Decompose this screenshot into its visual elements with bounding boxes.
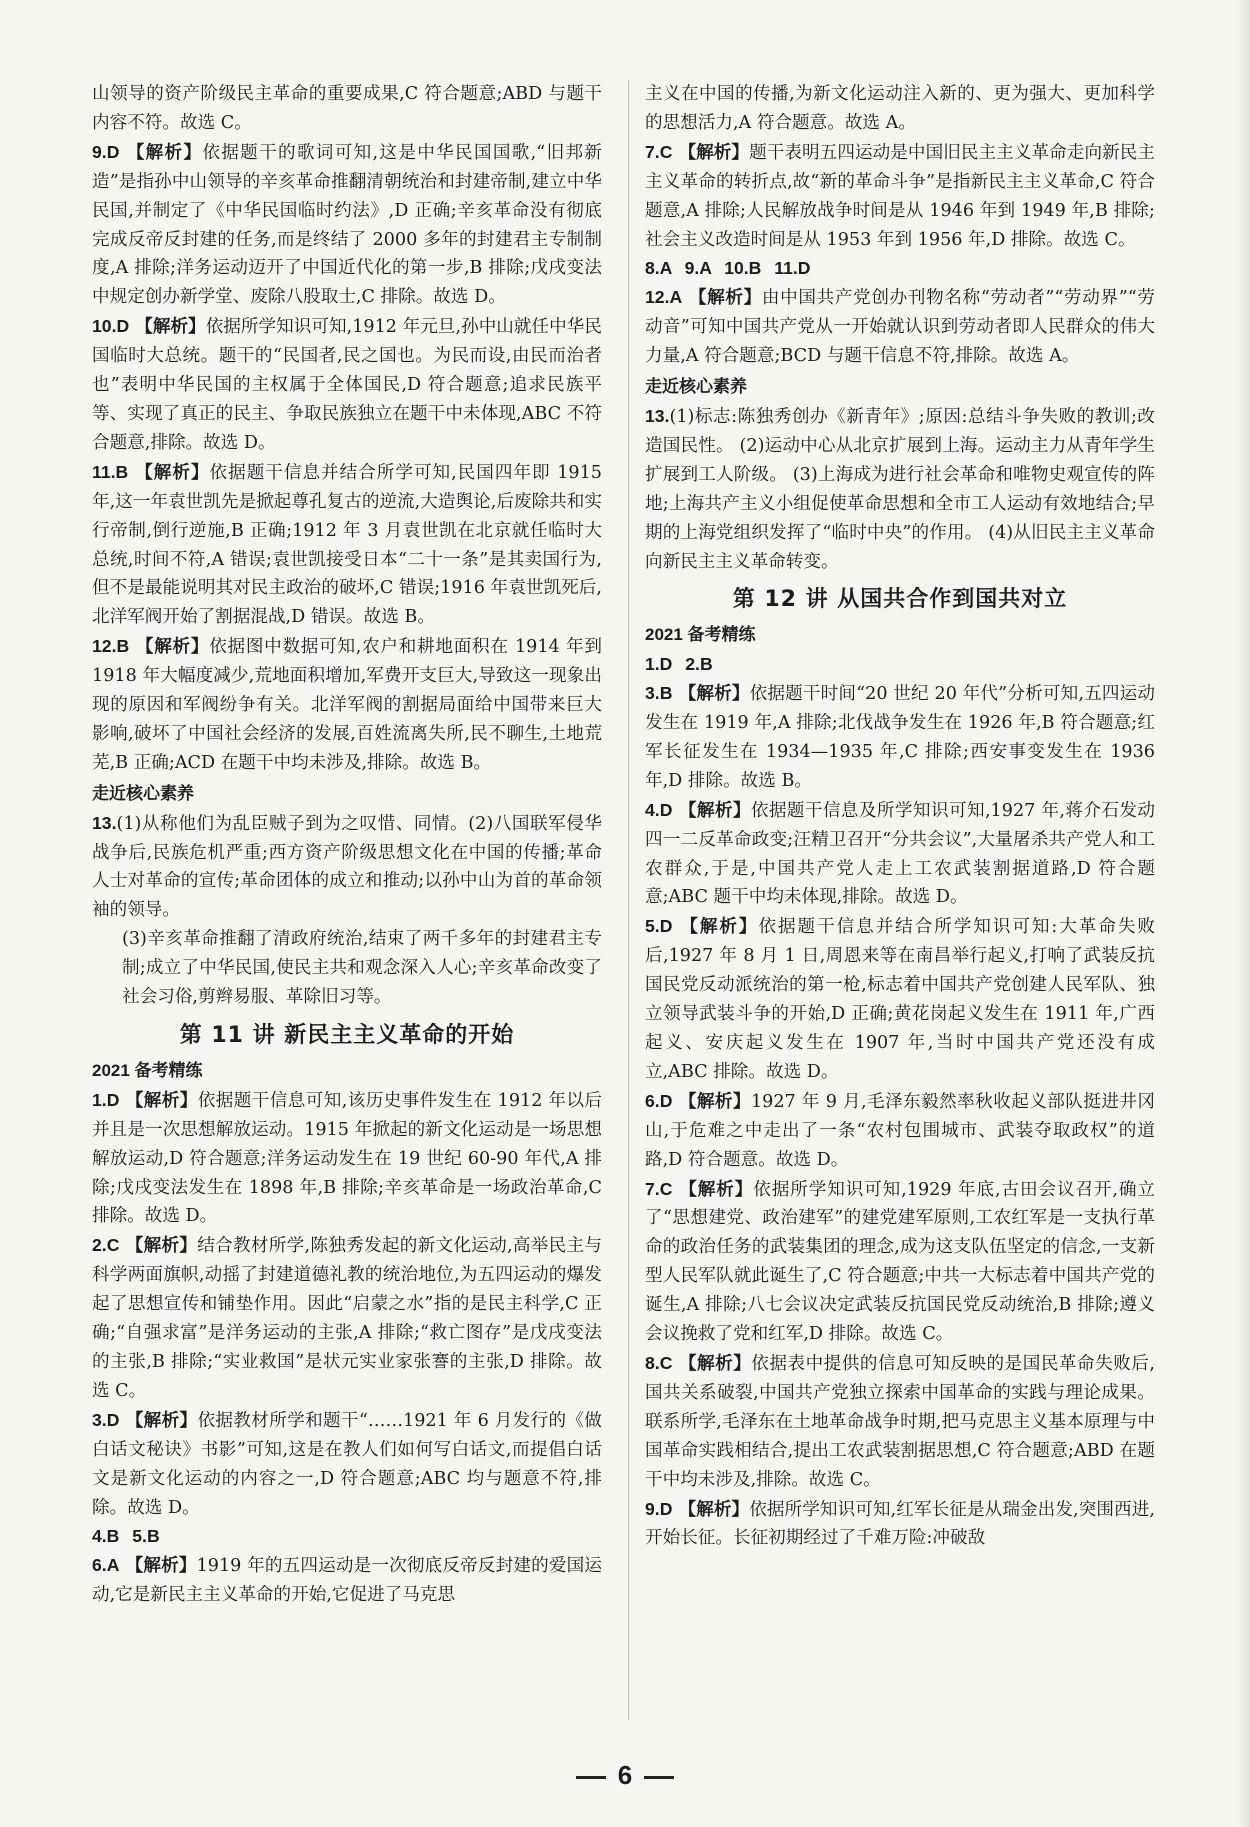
chapter-title-11: 第 11 讲 新民主主义革命的开始 <box>179 1023 515 1048</box>
answer-13: 13.(1)从称他们为乱臣贼子到为之叹惜、同情。(2)八国联军侵华战争后,民族危机严重;西方资产阶级思想文化在中国的传播;革命人士对革命的宣传;革命团体的成立和推动;以孙中山为首的革命领袖的领导。 <box>92 812 602 921</box>
chapter-title-12: 第 12 讲 从国共合作到国共对立 <box>732 587 1068 613</box>
ch12-answers-1-2: 1.D 2.B <box>645 654 713 675</box>
section-heading-core: 走近核心素养 <box>92 783 194 803</box>
answer-12: 12.B 【解析】依据图中数据可知,农户和耕地面积在 1914 年到 1918 年大幅度减少,荒地面积增加,军费开支巨大,导致这一现象出现的原因和军阀纷争有关。北洋军阀的割据局面给中国带来巨大影响,破坏了中国社会经济的发展,百姓流离失所,民不聊生,土地荒芜,B 正确;ACD 在题干中均未涉及,排除。故选 B。 <box>92 636 602 773</box>
section-heading-practice: 2021 备考精练 <box>92 1060 203 1080</box>
ch12-answer-3: 3.B 【解析】依据题干时间“20 世纪 20 年代”分析可知,五四运动发生在 1919 年,A 排除;北伐战争发生在 1926 年,B 符合题意;红军长征发生在 1934—1935 年,C 排除;西安事变发生在 1936 年,D 排除。故选 B。 <box>645 683 1155 791</box>
page-number-value: 6 <box>617 1760 633 1790</box>
page-number-dash-left <box>576 1776 606 1779</box>
ch12-answer-6: 6.D 【解析】1927 年 9 月,毛泽东毅然率秋收起义部队挺进井冈山,于危难之中走出了一条“农村包围城市、武装夺取政权”的道路,D 符合题意。故选 D。 <box>645 1090 1155 1170</box>
ch11-answer-12: 12.A 【解析】由中国共产党创办刊物名称“劳动者”“劳动界”“劳动音”可知中国共产党从一开始就认识到劳动者即人民群众的伟大力量,A 符合题意;BCD 与题干信息不符,排除。故选 A。 <box>645 287 1155 367</box>
ch11-answers-8-11: 8.A 9.A 10.B 11.D <box>645 258 811 279</box>
answer-13-part3: (3)辛亥革命推翻了清政府统治,结束了两千多年的封建君主专制;成立了中华民国,使民主共和观念深入人心;辛亥革命改变了社会习俗,剪辫易服、革除旧习等。 <box>122 929 602 1008</box>
continued-answer-8: 山领导的资产阶级民主革命的重要成果,C 符合题意;ABD 与题干内容不符。故选 C。 <box>92 84 602 133</box>
right-column <box>645 80 1155 1553</box>
ch11-answer-1: 1.D 【解析】依据题干信息可知,该历史事件发生在 1912 年以后并且是一次思想解放运动。1915 年掀起的新文化运动是一场思想解放运动,D 符合题意;洋务运动发生在 19 世纪 60-90 年代,A 排除;戊戌变法发生在 1898 年,B 排除;辛亥革命是一场政治革命,C 排除。故选 D。 <box>92 1089 602 1227</box>
continued-answer-6: 主义在中国的传播,为新文化运动注入新的、更为强大、更加科学的思想活力,A 符合题意。故选 A。 <box>645 84 1155 133</box>
ch12-answer-8: 8.C 【解析】依据表中提供的信息可知反映的是国民革命失败后,国共关系破裂,中国共产党独立探索中国革命的实践与理论成果。联系所学,毛泽东在土地革命战争时期,把马克思主义基本原理与中国革命实践相结合,提出工农武装割据思想,C 符合题意;ABD 在题干中均未涉及,排除。故选 C。 <box>645 1352 1155 1490</box>
section-heading-practice-2: 2021 备考精练 <box>645 625 756 645</box>
ch11-answer-6: 6.A 【解析】1919 年的五四运动是一次彻底反帝反封建的爱国运动,它是新民主主义革命的开始,它促进了马克思 <box>92 1555 602 1606</box>
ch11-answer-3: 3.D 【解析】依据教材所学和题干“……1921 年 6 月发行的《做白话文秘诀》书影”可知,这是在教人们如何写白话文,而提倡白话文是新文化运动的内容之一,D 符合题意;ABC 均与题意不符,排除。故选 D。 <box>92 1409 602 1518</box>
ch11-answer-7: 7.C 【解析】题干表明五四运动是中国旧民主主义革命走向新民主主义革命的转折点,故“新的革命斗争”是指新民主主义革命,C 符合题意,A 排除;人民解放战争时间是从 1946 年到 1949 年,B 排除;社会主义改造时间是从 1953 年到 1956 年,D 排除。故选 C。 <box>645 141 1155 250</box>
ch11-answer-2: 2.C 【解析】结合教材所学,陈独秀发起的新文化运动,高举民主与科学两面旗帜,动摇了封建道德礼教的统治地位,为五四运动的爆发起了思想宣传和铺垫作用。因此“启蒙之水”指的是民主科学,C 正确;“自强求富”是洋务运动的主张,A 排除;“救亡图存”是戊戌变法的主张,B 排除;“实业救国”是状元实业家张謇的主张,D 排除。故选 C。 <box>92 1235 602 1401</box>
answer-10: 10.D 【解析】依据所学知识可知,1912 年元旦,孙中山就任中华民国临时大总统。题干的“民国者,民之国也。为民而设,由民而治者也”表明中华民国的主权属于全体国民,D 符合题意;追求民族平等、实现了真正的民主、争取民族独立在题干中未体现,ABC 不符合题意,排除。故选 D。 <box>92 316 602 453</box>
left-column <box>92 80 602 1610</box>
page-edge-shadow <box>1238 0 1250 1827</box>
page-number-dash-right <box>644 1776 674 1779</box>
answer-11: 11.B 【解析】依据题干信息并结合所学可知,民国四年即 1915 年,这一年袁世凯先是掀起尊孔复古的逆流,大造舆论,后废除共和实行帝制,倒行逆施,B 正确;1912 年 3 月袁世凯在北京就任临时大总统,时间不符,A 错误;袁世凯接受日本“二十一条”是其卖国行为,但不是最能说明其对民主政治的破坏,C 错误;1916 年袁世凯死后,北洋军阀开始了割据混战,D 错误。故选 B。 <box>92 461 602 628</box>
section-heading-core-2: 走近核心素养 <box>645 377 747 397</box>
ch11-answers-4-5: 4.B 5.B <box>92 1526 160 1547</box>
ch12-answer-5: 5.D 【解析】依据题干信息并结合所学知识可知:大革命失败后,1927 年 8 月 1 日,周恩来等在南昌举行起义,打响了武装反抗国民党反动派统治的第一枪,标志着中国共产党创建人民军队、独立领导武装斗争的开始,D 正确;黄花岗起义发生在 1911 年,广西起义、安庆起义发生在 1907 年,当时中国共产党还没有成立,ABC 排除。故选 D。 <box>645 916 1155 1082</box>
ch12-answer-4: 4.D 【解析】依据题干信息及所学知识可知,1927 年,蒋介石发动四一二反革命政变;汪精卫召开“分共会议”,大量屠杀共产党人和工农群众,于是,中国共产党人走上工农武装割据道路,D 符合题意;ABC 题干中均未体现,排除。故选 D。 <box>645 799 1155 908</box>
column-divider <box>628 80 629 1720</box>
answer-9: 9.D 【解析】依据题干的歌词可知,这是中华民国国歌,“旧邦新造”是指孙中山领导的辛亥革命推翻清朝统治和封建帝制,建立中华民国,并制定了《中华民国临时约法》,D 正确;辛亥革命没有彻底完成反帝反封建的任务,而是终结了 2000 多年的封建君主专制制度,A 排除;洋务运动迈开了中国近代化的第一步,B 排除;戊戌变法中规定创办新学堂、废除八股取士,C 排除。故选 D。 <box>92 141 602 308</box>
ch11-answer-13: 13.(1)标志:陈独秀创办《新青年》;原因:总结斗争失败的教训;改造国民性。 (2)运动中心从北京扩展到上海。运动主力从青年学生扩展到工人阶级。 (3)上海成为进行社会革命和唯物史观宣传的阵地;上海共产主义小组促使革命思想和全市工人运动有效地结合;早期的上海党组织发挥了“临时中央”的作用。 (4)从旧民主主义革命向新民主主义革命转变。 <box>645 405 1155 572</box>
ch12-answer-7: 7.C 【解析】依据所学知识可知,1929 年底,古田会议召开,确立了“思想建党、政治建军”的建党建军原则,工农红军是一支执行革命的政治任务的武装集团的理念,成为这支队伍坚定的信念,一支新型人民军队就此诞生了,C 符合题意;中共一大标志着中国共产党的诞生,A 排除;八七会议决定武装反抗国民党反动统治,B 排除;遵义会议挽救了党和红军,D 排除。故选 C。 <box>645 1178 1155 1345</box>
ch12-answer-9: 9.D 【解析】依据所学知识可知,红军长征是从瑞金出发,突围西进,开始长征。长征初期经过了千难万险:冲破敌 <box>645 1498 1155 1549</box>
page-number <box>0 1760 1250 1791</box>
